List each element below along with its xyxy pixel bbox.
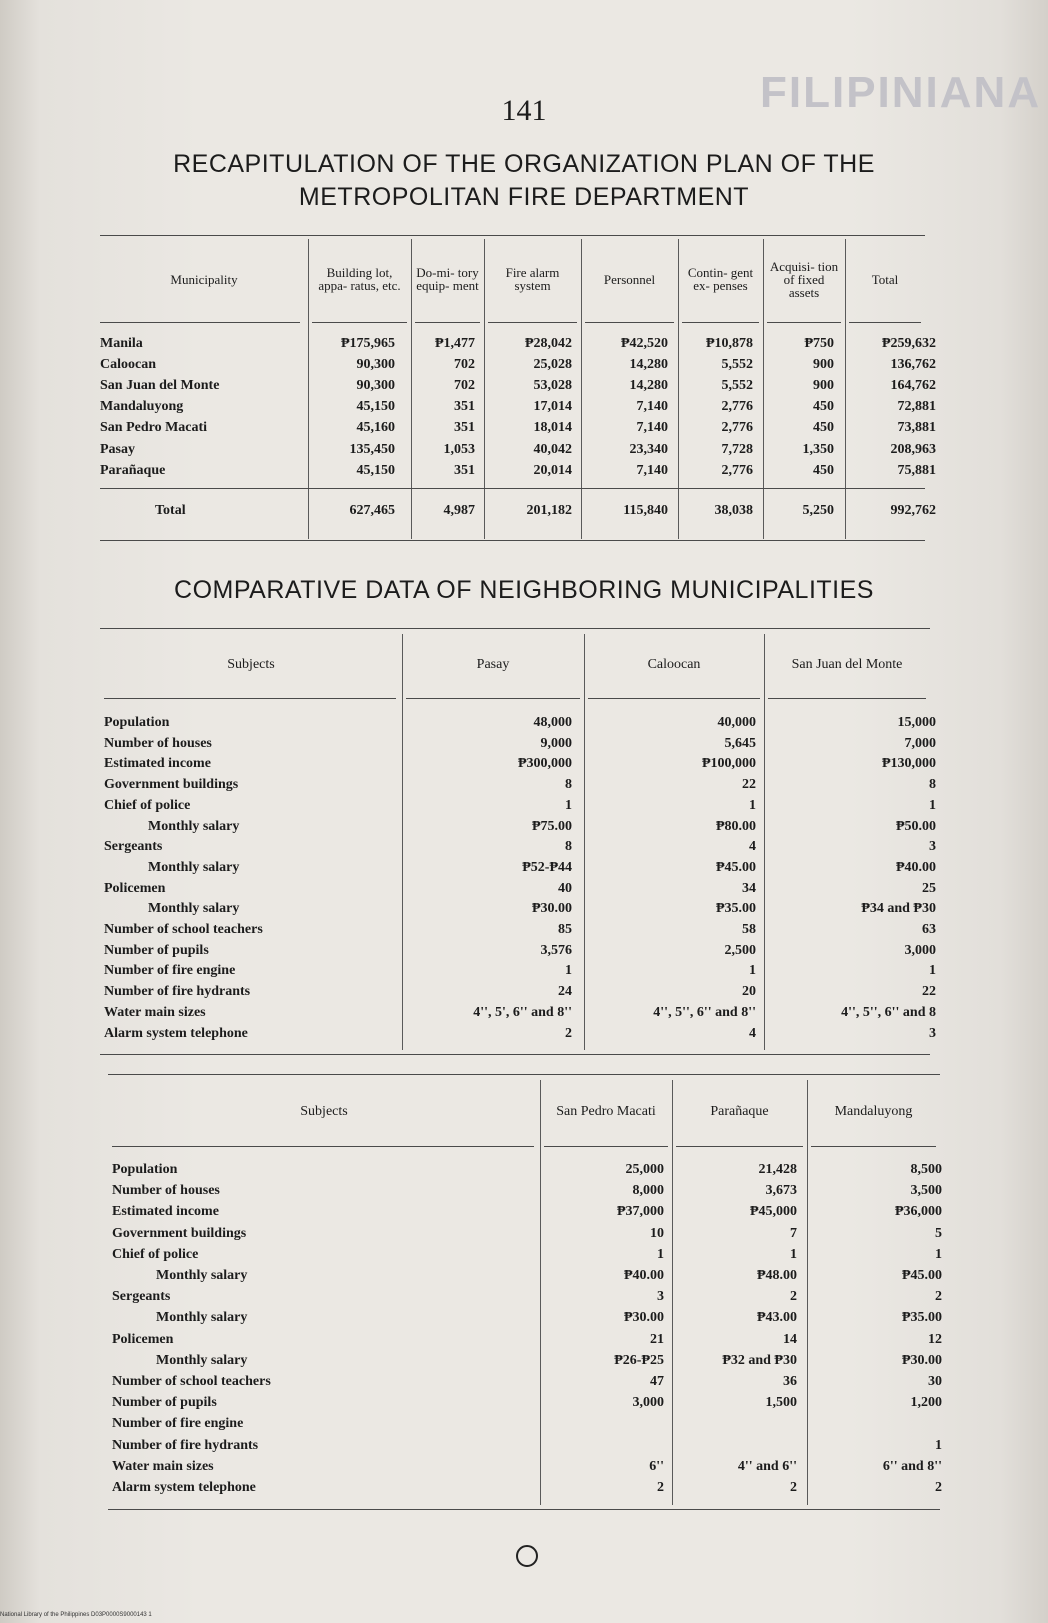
row-label: Population <box>112 1162 178 1177</box>
comp-header-underline <box>406 698 580 699</box>
cell-value: 3 <box>929 1025 936 1041</box>
recap-header-underline <box>682 322 759 323</box>
cell-value: 900 <box>813 378 834 394</box>
comp-row <box>0 1247 1048 1267</box>
cell-value: 45,150 <box>356 399 395 415</box>
filipiniana-stamp: FILIPINIANA <box>760 68 1042 117</box>
row-label: Government buildings <box>112 1225 247 1241</box>
row-label: Mandaluyong <box>100 399 184 415</box>
row-label: Sergeants <box>104 839 163 855</box>
cell-value: 1 <box>565 797 572 813</box>
cell-value: 21 <box>650 1331 664 1347</box>
comp-row <box>0 943 1048 963</box>
cell-value: 5,552 <box>721 378 753 394</box>
comp-row <box>0 1332 1048 1352</box>
recap-header-underline <box>100 322 300 323</box>
row-label: Chief of police <box>104 797 191 813</box>
cell-value: 20 <box>742 984 756 1000</box>
row-label: Number of fire engine <box>104 963 236 979</box>
recap-bottom-rule <box>100 540 925 541</box>
cell-value: 450 <box>813 462 834 478</box>
row-label: Total <box>155 503 186 518</box>
cell-value: 702 <box>454 357 475 373</box>
cell-value: 208,963 <box>890 441 936 457</box>
cell-value: 1,350 <box>802 441 834 457</box>
recap-header-underline <box>488 322 577 323</box>
comp-row <box>0 963 1048 983</box>
row-label: Monthly salary <box>156 1268 248 1283</box>
cell-value: 2 <box>790 1289 797 1305</box>
cell-value: 1 <box>929 797 936 813</box>
row-label: Policemen <box>104 880 166 896</box>
cell-value: ₱300,000 <box>517 756 572 772</box>
row-label: San Pedro Macati <box>100 420 208 436</box>
cell-value: 2 <box>657 1480 664 1495</box>
cell-value: 53,028 <box>533 378 572 394</box>
comp-column-header: San Pedro Macati <box>556 1103 656 1119</box>
comp-row <box>0 1459 1048 1479</box>
comp-row <box>0 1183 1048 1203</box>
cell-value: 2,776 <box>721 462 753 478</box>
cell-value: 21,428 <box>758 1162 797 1177</box>
row-label: Water main sizes <box>112 1458 214 1474</box>
cell-value: 3,576 <box>540 942 572 958</box>
comp-top-rule <box>108 1074 940 1075</box>
cell-value: 702 <box>454 378 475 394</box>
cell-value: 351 <box>454 399 475 415</box>
cell-value: 351 <box>454 462 475 478</box>
recap-header-underline <box>585 322 674 323</box>
cell-value: ₱45.00 <box>901 1268 942 1283</box>
cell-value: 25 <box>922 880 936 896</box>
cell-value: 7,140 <box>636 399 668 415</box>
comparative-title: COMPARATIVE DATA OF NEIGHBORING MUNICIPALITIES <box>174 576 874 604</box>
cell-value: 30 <box>928 1374 942 1389</box>
comp-column-header: San Juan del Monte <box>791 656 903 672</box>
comp-row <box>0 1310 1048 1330</box>
row-label: Alarm system telephone <box>112 1480 256 1495</box>
cell-value: 351 <box>454 420 475 436</box>
cell-value: 2,776 <box>721 399 753 415</box>
row-label: Monthly salary <box>148 818 240 834</box>
comp-row <box>0 1026 1048 1046</box>
recap-title-line2: METROPOLITAN FIRE DEPARTMENT <box>298 183 750 211</box>
recap-title <box>80 148 968 214</box>
cell-value: ₱26-₱25 <box>614 1352 664 1368</box>
cell-value: ₱40.00 <box>895 859 936 875</box>
cell-value: ₱175,965 <box>340 336 395 351</box>
row-label: Estimated income <box>112 1204 219 1220</box>
cell-value: 8 <box>929 777 936 793</box>
cell-value: 627,465 <box>349 503 395 518</box>
comp-column-header: Mandaluyong <box>834 1103 913 1119</box>
row-label: Number of fire hydrants <box>112 1437 259 1453</box>
recap-row <box>0 399 1048 419</box>
cell-value: 4 <box>749 1025 756 1041</box>
recap-column-header: Total <box>871 271 899 287</box>
cell-value: 48,000 <box>533 715 572 730</box>
cell-value: 2,776 <box>721 420 753 436</box>
cell-value: 73,881 <box>897 420 936 436</box>
cell-value: 992,762 <box>890 503 936 518</box>
comp-row <box>0 839 1048 859</box>
comp-column-header: Subjects <box>300 1103 348 1119</box>
row-label: Pasay <box>100 441 135 457</box>
recap-column-header: Acquisi- tion of fixed assets <box>769 258 839 300</box>
cell-value: 900 <box>813 357 834 373</box>
comp-row <box>0 777 1048 797</box>
cell-value: 2 <box>935 1289 942 1305</box>
recap-row <box>0 442 1048 462</box>
cell-value: ₱30.00 <box>531 901 572 917</box>
comp-row <box>0 1438 1048 1458</box>
row-label: Government buildings <box>104 777 239 793</box>
cell-value: 1 <box>565 963 572 979</box>
row-label: Number of fire hydrants <box>104 984 251 1000</box>
cell-value: 9,000 <box>540 735 572 751</box>
cell-value: 3,673 <box>765 1183 797 1199</box>
comp-row <box>0 922 1048 942</box>
cell-value: 3,500 <box>910 1183 942 1199</box>
cell-value: 4'', 5', 6'' and 8'' <box>473 1004 572 1020</box>
comp-header-underline <box>588 698 760 699</box>
cell-value: 5,552 <box>721 357 753 373</box>
cell-value: ₱52-₱44 <box>522 859 572 875</box>
recap-column-header: Contin- gent ex- penses <box>687 265 754 293</box>
cell-value: 6'' and 8'' <box>882 1458 942 1474</box>
recap-header-underline <box>767 322 841 323</box>
comp-row <box>0 1268 1048 1288</box>
cell-value: ₱34 and ₱30 <box>861 901 936 917</box>
cell-value: 34 <box>742 880 756 896</box>
comp-row <box>0 819 1048 839</box>
recap-total-row <box>0 503 1048 523</box>
cell-value: ₱30.00 <box>623 1310 664 1326</box>
cell-value: 72,881 <box>897 399 936 415</box>
recap-row <box>0 336 1048 356</box>
cell-value: 2 <box>565 1025 572 1041</box>
cell-value: 2,500 <box>724 942 756 958</box>
cell-value: ₱35.00 <box>715 901 756 917</box>
comp-row <box>0 1289 1048 1309</box>
cell-value: 1,200 <box>910 1395 942 1411</box>
row-label: Number of school teachers <box>112 1374 271 1389</box>
comp-top-rule <box>100 628 930 629</box>
cell-value: 85 <box>558 922 572 937</box>
cell-value: 136,762 <box>890 357 936 373</box>
cell-value: 8 <box>565 839 572 855</box>
cell-value: 24 <box>558 984 572 1000</box>
recap-row <box>0 463 1048 483</box>
comp-header-underline <box>112 1146 534 1147</box>
cell-value: 14,280 <box>629 378 668 394</box>
cell-value: 58 <box>742 922 756 937</box>
cell-value: 63 <box>922 922 936 937</box>
cell-value: 5 <box>935 1225 942 1241</box>
cell-value: ₱32 and ₱30 <box>722 1352 797 1368</box>
cell-value: 75,881 <box>897 462 936 478</box>
recap-title-line1: RECAPITULATION OF THE ORGANIZATION PLAN OF THE <box>173 150 875 178</box>
cell-value: 7,000 <box>904 735 936 751</box>
comp-row <box>0 901 1048 921</box>
cell-value: 8 <box>565 777 572 793</box>
cell-value: 164,762 <box>890 378 936 394</box>
comp-header-underline <box>676 1146 803 1147</box>
cell-value: 4'', 5'', 6'' and 8'' <box>653 1004 756 1020</box>
cell-value: ₱28,042 <box>524 336 572 351</box>
cell-value: 7,728 <box>721 441 753 457</box>
comp-header-underline <box>104 698 396 699</box>
row-label: Monthly salary <box>156 1310 248 1326</box>
comp-bottom-rule <box>100 1054 930 1055</box>
comp-header-underline <box>544 1146 668 1147</box>
cell-value: ₱30.00 <box>901 1352 942 1368</box>
cell-value: ₱259,632 <box>881 336 936 351</box>
recap-column-header: Do-mi- tory equip- ment <box>416 265 479 293</box>
cell-value: ₱750 <box>804 336 834 351</box>
cell-value: 7,140 <box>636 462 668 478</box>
cell-value: 23,340 <box>629 441 668 457</box>
row-label: Number of pupils <box>104 942 209 958</box>
cell-value: 2 <box>790 1480 797 1495</box>
cell-value: 40,000 <box>717 715 756 730</box>
cell-value: 40,042 <box>533 441 572 457</box>
cell-value: ₱10,878 <box>705 336 753 351</box>
row-label: Water main sizes <box>104 1004 206 1020</box>
page-ring-mark <box>516 1545 538 1567</box>
cell-value: 8,000 <box>632 1183 664 1199</box>
row-label: Monthly salary <box>148 901 240 917</box>
cell-value: 5,250 <box>802 503 834 518</box>
recap-column-header: Fire alarm system <box>505 265 560 293</box>
cell-value: 4'' and 6'' <box>737 1458 797 1474</box>
cell-value: 450 <box>813 399 834 415</box>
cell-value: 1,053 <box>443 441 475 457</box>
cell-value: 90,300 <box>356 378 395 394</box>
cell-value: 1 <box>749 797 756 813</box>
row-label: Number of school teachers <box>104 922 263 937</box>
row-label: Number of houses <box>112 1183 220 1199</box>
cell-value: ₱80.00 <box>715 818 756 834</box>
comp-header-underline <box>768 698 926 699</box>
recap-row <box>0 378 1048 398</box>
cell-value: 1 <box>935 1246 942 1262</box>
cell-value: ₱40.00 <box>623 1268 664 1283</box>
cell-value: 10 <box>650 1225 664 1241</box>
recap-column-header: Municipality <box>170 271 238 287</box>
row-label: Chief of police <box>112 1246 199 1262</box>
comp-row <box>0 1162 1048 1182</box>
cell-value: 3,000 <box>904 942 936 958</box>
row-label: Caloocan <box>100 357 156 373</box>
cell-value: 201,182 <box>526 503 572 518</box>
cell-value: 1 <box>929 963 936 979</box>
recap-column-header: Building lot, appa- ratus, etc. <box>318 265 401 293</box>
cell-value: 22 <box>922 984 936 1000</box>
cell-value: 1 <box>790 1246 797 1262</box>
cell-value: ₱1,477 <box>434 336 475 351</box>
comp-column-header: Caloocan <box>647 656 701 672</box>
row-label: Number of fire engine <box>112 1416 244 1432</box>
row-label: Monthly salary <box>156 1352 248 1368</box>
cell-value: 17,014 <box>533 399 572 415</box>
cell-value: 25,000 <box>625 1162 664 1177</box>
cell-value: 8,500 <box>910 1162 942 1177</box>
cell-value: 14,280 <box>629 357 668 373</box>
comp-row <box>0 736 1048 756</box>
cell-value: ₱45,000 <box>749 1204 797 1220</box>
comp-row <box>0 1480 1048 1500</box>
comp-row <box>0 798 1048 818</box>
row-label: Monthly salary <box>148 859 240 875</box>
cell-value: 36 <box>783 1374 797 1389</box>
row-label: San Juan del Monte <box>100 378 220 394</box>
cell-value: 90,300 <box>356 357 395 373</box>
cell-value: 3 <box>929 839 936 855</box>
cell-value: 1 <box>749 963 756 979</box>
recap-total-rule <box>100 488 925 489</box>
library-footer: National Library of the Philippines D03P0000S9000143 1 <box>0 1612 152 1618</box>
cell-value: 1,500 <box>765 1395 797 1411</box>
cell-value: 115,840 <box>623 503 668 518</box>
recap-header-underline <box>312 322 407 323</box>
cell-value: 15,000 <box>897 715 936 730</box>
cell-value: ₱50.00 <box>895 818 936 834</box>
comp-row <box>0 715 1048 735</box>
cell-value: 40 <box>558 880 572 896</box>
comp-bottom-rule <box>108 1509 940 1510</box>
page-number: 141 <box>501 94 547 127</box>
cell-value: ₱42,520 <box>620 336 668 351</box>
cell-value: ₱35.00 <box>901 1310 942 1326</box>
cell-value: ₱37,000 <box>616 1204 664 1220</box>
row-label: Parañaque <box>100 462 166 478</box>
row-label: Sergeants <box>112 1289 171 1305</box>
row-label: Estimated income <box>104 756 211 772</box>
cell-value: 38,038 <box>714 503 753 518</box>
cell-value: 20,014 <box>533 462 572 478</box>
cell-value: ₱36,000 <box>894 1204 942 1220</box>
row-label: Alarm system telephone <box>104 1025 248 1041</box>
cell-value: 5,645 <box>724 735 756 751</box>
row-label: Number of houses <box>104 735 212 751</box>
cell-value: ₱48.00 <box>756 1268 797 1283</box>
cell-value: 45,160 <box>356 420 395 436</box>
cell-value: 7 <box>790 1225 797 1241</box>
cell-value: ₱45.00 <box>715 859 756 875</box>
cell-value: ₱100,000 <box>701 756 756 772</box>
recap-row <box>0 420 1048 440</box>
comp-row <box>0 1395 1048 1415</box>
cell-value: 4 <box>749 839 756 855</box>
cell-value: 4'', 5'', 6'' and 8 <box>841 1004 936 1020</box>
row-label: Number of pupils <box>112 1395 217 1411</box>
cell-value: 18,014 <box>533 420 572 436</box>
comp-row <box>0 860 1048 880</box>
comp-row <box>0 984 1048 1004</box>
cell-value: 3 <box>657 1289 664 1305</box>
cell-value: ₱75.00 <box>531 818 572 834</box>
cell-value: 6'' <box>649 1458 664 1474</box>
cell-value: 1 <box>657 1246 664 1262</box>
comp-column-header: Parañaque <box>710 1103 769 1119</box>
comp-row <box>0 756 1048 776</box>
cell-value: 4,987 <box>443 503 475 518</box>
comp-row <box>0 1416 1048 1436</box>
recap-header-underline <box>415 322 480 323</box>
cell-value: 450 <box>813 420 834 436</box>
comp-row <box>0 881 1048 901</box>
cell-value: 22 <box>742 777 756 793</box>
recap-column-header: Personnel <box>603 271 656 287</box>
cell-value: 2 <box>935 1480 942 1495</box>
comp-row <box>0 1204 1048 1224</box>
cell-value: 1 <box>935 1437 942 1453</box>
comp-row <box>0 1005 1048 1025</box>
comp-row <box>0 1226 1048 1246</box>
row-label: Manila <box>100 336 143 351</box>
cell-value: 12 <box>928 1331 942 1347</box>
cell-value: 25,028 <box>533 357 572 373</box>
cell-value: 135,450 <box>349 441 395 457</box>
cell-value: 7,140 <box>636 420 668 436</box>
comp-row <box>0 1353 1048 1373</box>
cell-value: ₱43.00 <box>756 1310 797 1326</box>
comp-column-header: Subjects <box>227 656 275 672</box>
cell-value: 14 <box>783 1331 797 1347</box>
comp-header-underline <box>811 1146 936 1147</box>
comp-column-header: Pasay <box>476 656 510 672</box>
recap-top-rule <box>100 235 925 236</box>
cell-value: 45,150 <box>356 462 395 478</box>
cell-value: 3,000 <box>632 1395 664 1411</box>
row-label: Policemen <box>112 1331 174 1347</box>
recap-row <box>0 357 1048 377</box>
cell-value: ₱130,000 <box>881 756 936 772</box>
comp-row <box>0 1374 1048 1394</box>
recap-header-underline <box>849 322 921 323</box>
cell-value: 47 <box>650 1374 664 1389</box>
row-label: Population <box>104 715 170 730</box>
